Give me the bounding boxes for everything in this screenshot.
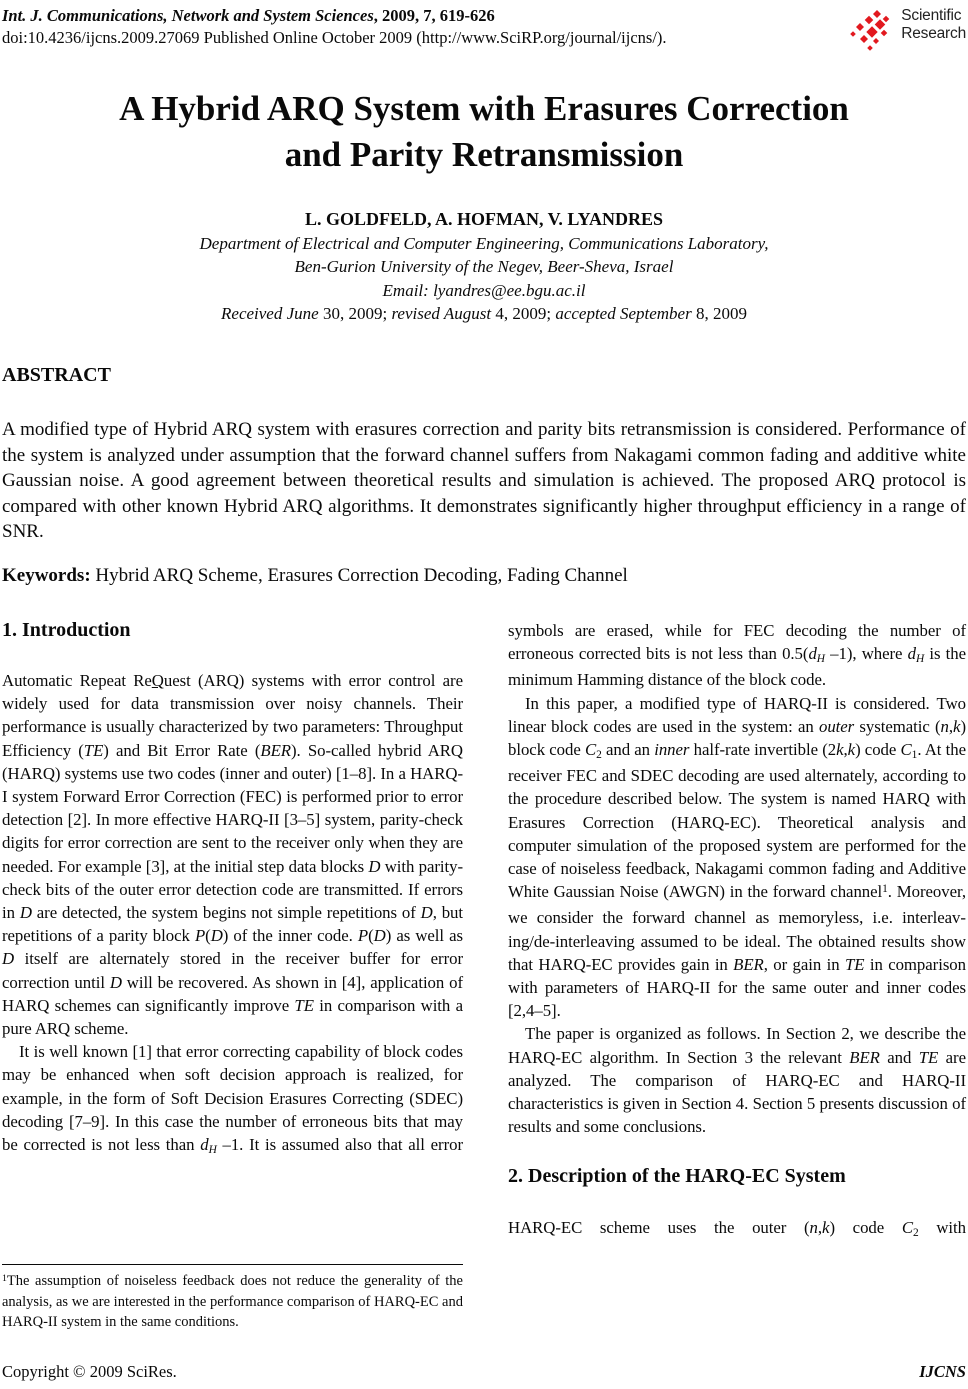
byline	[0, 208, 968, 326]
affiliation-line-1: Department of Electrical and Computer Engineering, Communications Laboratory,	[199, 233, 769, 253]
logo-text	[901, 7, 966, 42]
received-line: Received June 30, 2009; revised August 4, 2009; accepted September 8, 2009	[221, 304, 747, 323]
intro-paragraph-1: Automatic Repeat ReQuest (ARQ) systems with error control are widely used for data transmission over noisy channels. Their performance is usually characterized by two parameters: Throughput Efficiency (TE) and Bit Error Rate (BER). So-called hybrid ARQ (HARQ) systems use two codes (inner and outer) [1–8]. In a HARQ-I system Forward Error Correction (FEC) is performed prior to error detection [2]. In more effective HARQ-II [3–5] system, parity-check digits for error correction are sent to the receiver only when they are needed. For example [3], at the initial step data blocks D with parity-check bits of the outer error detection code are transmitted. If errors in D are detected, the system begins not simple repetitions of D, but repetitions of a parity block P(D) of the inner code. P(D) as well as D itself are alternately stored in the receiver buffer for error correction until D will be recovered. As shown in [4], application of HARQ schemes can significantly improve TE in comparison with a pure ARQ scheme.	[2, 671, 464, 1039]
journal-abbreviation: IJCNS	[919, 1362, 966, 1381]
diamonds-icon	[841, 9, 897, 55]
copyright-notice: Copyright © 2009 SciRes.	[2, 1362, 177, 1381]
body-paragraph-4: In this paper, a modified type of HARQ-II is considered. Two linear block codes are used in the system: an outer systematic (n,k) block code C2 and an inner half-rate invertible (2k,k) code C1. At the receiver FEC and SDEC decoding are used alternately, according to the procedure described below. The system is named HARQ with Erasures Correction (HARQ-EC). Theoretical analysis and computer simulation of the proposed system are performed for the case of noiseless feedback, Nakagami common fading and Additive White Gaussian Noise (AWGN) in the forward channel$^1$. Moreover, we consider the forward channel as memoryless, i.e. interleaving/de-interleaving assumed to be ideal. The obtained results show that HARQ-EC provides gain in BER, or gain in TE in comparison with parameters of HARQ-II for the same outer and inner codes [2,4–5].	[508, 693, 967, 1021]
title-line-2: and Parity Retransmission	[284, 135, 684, 174]
affiliation-line-2: Ben-Gurion University of the Negev, Beer-Sheva, Israel	[294, 257, 674, 276]
journal-header	[2, 5, 667, 49]
logo-text-line1: Scientific	[901, 7, 962, 24]
page-footer	[2, 1362, 966, 1382]
left-column	[2, 618, 463, 1243]
doi-line: doi:10.4236/ijcns.2009.27069 Published Online October 2009 (http://www.SciRP.org/journal/ijcns/).	[2, 28, 667, 47]
intro-paragraph-2: It is well known [1] that error correcting capability of block codes may be enhanced when soft decision approach is realized, for example, in the form of Soft Decision Erasures Correcting (SDEC) decoding [7–9]. In this case the number of erroneous bits that may be corrected is not less than dH –1. It is assumed also that all error	[2, 1042, 463, 1156]
body-paragraph-5: The paper is organized as follows. In Section 2, we describe the HARQ-EC algorithm. In Section 3 the relevant BER and TE are analyzed. The comparison of HARQ-EC and HARQ-II characteristics is given in Section 4. Section 5 presents discussion of results and some conclusions.	[508, 1024, 966, 1137]
scientific-research-logo	[841, 7, 966, 55]
logo-text-line2: Research	[901, 24, 966, 42]
section-2-heading: 2. Description of the HARQ-EC System	[508, 1165, 846, 1188]
authors: L. GOLDFELD, A. HOFMAN, V. LYANDRES	[304, 209, 664, 229]
title-line-1: A Hybrid ARQ System with Erasures Correction	[119, 89, 849, 128]
footnote	[2, 1264, 463, 1332]
body-paragraph-3: symbols are erased, while for FEC decoding the number of erroneous corrected bits is not less than 0.5(dH –1), where dH is the minimum Hamming distance of the block code.	[508, 621, 966, 690]
footnote-text: $^1$The assumption of noiseless feedback does not reduce the generality of the analysis, as we are interested in the performance comparison of HARQ-EC and HARQ-II system in the same conditions.	[2, 1272, 463, 1330]
email-line: Email: lyandres@ee.bgu.ac.il	[382, 280, 586, 300]
keywords-label: Keywords:	[2, 565, 91, 586]
journal-citation: Int. J. Communications, Network and System Sciences, 2009, 7, 619-626	[2, 6, 495, 25]
two-column-body	[2, 618, 968, 1243]
keywords-line	[2, 563, 966, 588]
section-1-heading: 1. Introduction	[2, 619, 131, 641]
abstract-text: A modified type of Hybrid ARQ system with erasures correction and parity bits retransmission is considered. Performance of the system is analyzed under assumption that the forward channel suffers from Nakagami common fading and additive white Gaussian noise. A good agreement between theoretical results and simulation is achieved. The proposed ARQ protocol is compared with other known Hybrid ARQ algorithms. It demonstrates significantly higher throughput efficiency in a range of SNR.	[2, 419, 966, 543]
paper-title	[0, 86, 968, 178]
abstract-heading: ABSTRACT	[2, 364, 111, 386]
keywords-text: Hybrid ARQ Scheme, Erasures Correction Decoding, Fading Channel	[90, 565, 628, 586]
section-2-paragraph-1: HARQ-EC scheme uses the outer (n,k) code C2 with	[508, 1218, 966, 1239]
right-column	[508, 618, 966, 1243]
